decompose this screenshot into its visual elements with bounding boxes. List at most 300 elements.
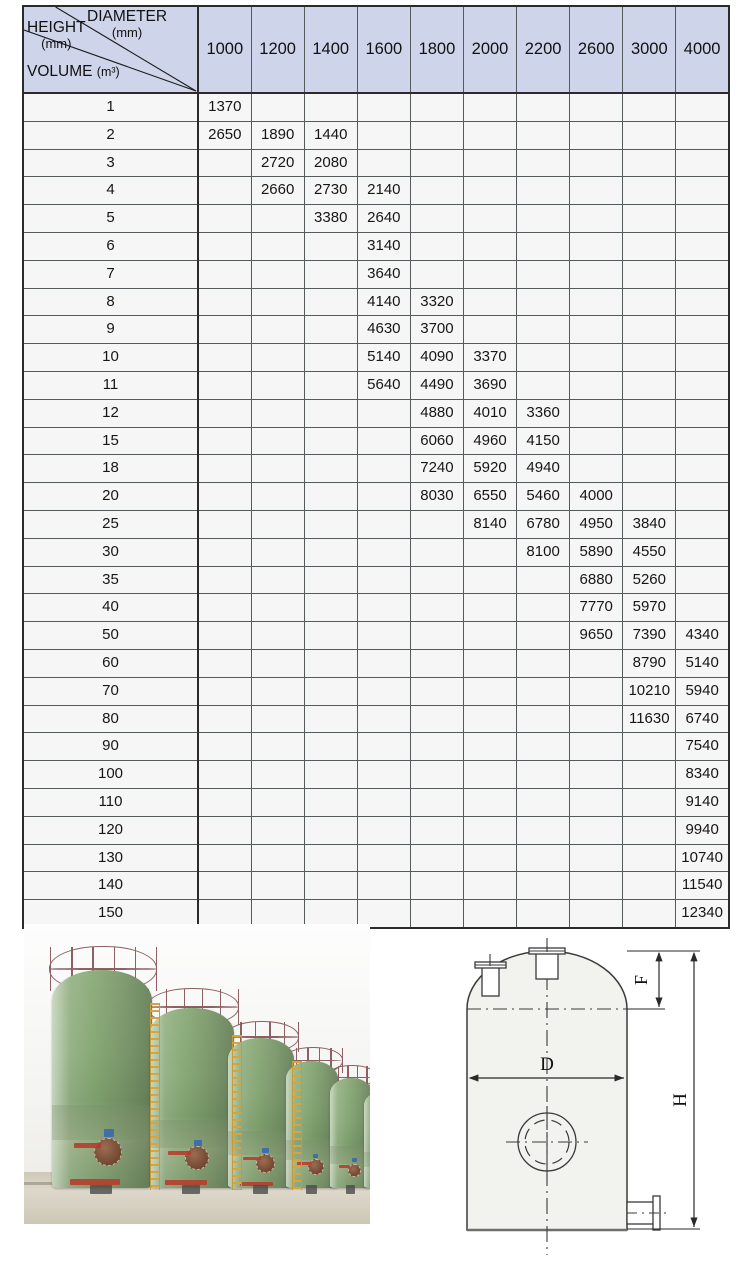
- height-cell: [357, 677, 410, 705]
- height-cell: [570, 288, 623, 316]
- height-cell: [517, 872, 570, 900]
- header-column-3000: 3000: [623, 6, 676, 93]
- height-cell: [410, 705, 463, 733]
- height-cell: [517, 177, 570, 205]
- height-cell: [410, 177, 463, 205]
- height-cell: 2640: [357, 205, 410, 233]
- height-cell: [517, 761, 570, 789]
- height-cell: [357, 761, 410, 789]
- tank-blue-placard: [194, 1140, 202, 1146]
- height-cell: [623, 288, 676, 316]
- height-cell: [623, 344, 676, 372]
- storage-tank: [52, 970, 152, 1188]
- table-row: [23, 483, 729, 511]
- height-cell: [304, 816, 357, 844]
- height-cell: [517, 316, 570, 344]
- height-cell: [410, 594, 463, 622]
- row-volume-label: 15: [23, 427, 198, 455]
- height-cell: [304, 705, 357, 733]
- header-column-2000: 2000: [463, 6, 516, 93]
- height-cell: 8790: [623, 649, 676, 677]
- tank-technical-drawing: [434, 920, 734, 1272]
- height-cell: 6740: [676, 705, 729, 733]
- height-cell: [410, 733, 463, 761]
- height-cell: [357, 149, 410, 177]
- height-cell: [357, 538, 410, 566]
- height-cell: [410, 93, 463, 121]
- height-cell: 4550: [623, 538, 676, 566]
- height-cell: [198, 538, 251, 566]
- height-cell: [251, 483, 304, 511]
- height-cell: 12340: [676, 900, 729, 928]
- height-cell: 4000: [570, 483, 623, 511]
- row-volume-label: 35: [23, 566, 198, 594]
- height-cell: 8100: [517, 538, 570, 566]
- height-cell: [304, 483, 357, 511]
- table-row: [23, 510, 729, 538]
- height-cell: [676, 93, 729, 121]
- height-cell: [357, 121, 410, 149]
- height-cell: [251, 649, 304, 677]
- height-cell: [410, 510, 463, 538]
- height-cell: 4340: [676, 622, 729, 650]
- height-cell: [357, 455, 410, 483]
- height-cell: [357, 566, 410, 594]
- height-cell: [198, 705, 251, 733]
- height-cell: [570, 788, 623, 816]
- height-cell: 2730: [304, 177, 357, 205]
- table-row: [23, 344, 729, 372]
- height-cell: [357, 788, 410, 816]
- height-cell: [570, 371, 623, 399]
- tank-blue-placard: [104, 1129, 114, 1137]
- height-cell: [198, 177, 251, 205]
- railing-post: [50, 947, 51, 991]
- table-body: [23, 93, 729, 928]
- height-cell: [410, 677, 463, 705]
- height-cell: 3380: [304, 205, 357, 233]
- tank-access-ladder: [292, 1061, 302, 1190]
- height-cell: 3690: [463, 371, 516, 399]
- height-cell: [517, 844, 570, 872]
- height-cell: [570, 232, 623, 260]
- media-row: [0, 912, 750, 1281]
- height-cell: [198, 566, 251, 594]
- row-volume-label: 12: [23, 399, 198, 427]
- height-cell: 11630: [623, 705, 676, 733]
- row-volume-label: 70: [23, 677, 198, 705]
- tank-specification-table: [22, 5, 730, 929]
- height-cell: [410, 538, 463, 566]
- height-cell: [251, 260, 304, 288]
- height-cell: 5920: [463, 455, 516, 483]
- height-cell: [251, 205, 304, 233]
- height-cell: [410, 205, 463, 233]
- height-cell: [198, 510, 251, 538]
- height-cell: [623, 93, 676, 121]
- height-cell: [570, 93, 623, 121]
- height-cell: [198, 455, 251, 483]
- tank-access-ladder: [150, 1003, 160, 1190]
- height-cell: [676, 427, 729, 455]
- tank-blue-placard: [262, 1148, 269, 1153]
- height-cell: [517, 622, 570, 650]
- height-cell: [570, 427, 623, 455]
- tank-color-band: [150, 1120, 234, 1149]
- table-row: [23, 371, 729, 399]
- height-cell: [676, 121, 729, 149]
- height-cell: [357, 483, 410, 511]
- dimension-height: [627, 951, 700, 1229]
- height-cell: [570, 816, 623, 844]
- height-cell: 4150: [517, 427, 570, 455]
- height-cell: [198, 399, 251, 427]
- height-cell: [570, 844, 623, 872]
- row-volume-label: 120: [23, 816, 198, 844]
- height-cell: 9940: [676, 816, 729, 844]
- height-cell: [410, 121, 463, 149]
- header-column-2600: 2600: [570, 6, 623, 93]
- table-row: [23, 149, 729, 177]
- row-volume-label: 8: [23, 288, 198, 316]
- height-cell: 11540: [676, 872, 729, 900]
- height-cell: [623, 177, 676, 205]
- height-cell: [357, 427, 410, 455]
- height-cell: [304, 677, 357, 705]
- height-cell: [198, 594, 251, 622]
- height-cell: [304, 538, 357, 566]
- height-cell: [463, 260, 516, 288]
- height-cell: [463, 538, 516, 566]
- height-cell: [410, 788, 463, 816]
- height-cell: [304, 594, 357, 622]
- height-cell: [517, 149, 570, 177]
- table-row: [23, 594, 729, 622]
- height-cell: 2140: [357, 177, 410, 205]
- height-cell: 5140: [676, 649, 729, 677]
- header-column-1600: 1600: [357, 6, 410, 93]
- height-cell: [304, 316, 357, 344]
- height-cell: [623, 121, 676, 149]
- height-cell: 4940: [517, 455, 570, 483]
- table-row: [23, 399, 729, 427]
- height-cell: [251, 816, 304, 844]
- dimension-height-label: H: [670, 1093, 691, 1107]
- height-cell: [463, 177, 516, 205]
- height-cell: [676, 288, 729, 316]
- tank-foundation-pad: [253, 1185, 268, 1194]
- height-cell: [251, 399, 304, 427]
- height-cell: [251, 93, 304, 121]
- height-cell: [517, 566, 570, 594]
- height-cell: [198, 427, 251, 455]
- row-volume-label: 11: [23, 371, 198, 399]
- row-volume-label: 30: [23, 538, 198, 566]
- height-cell: [304, 788, 357, 816]
- row-volume-label: 60: [23, 649, 198, 677]
- height-cell: [517, 677, 570, 705]
- height-cell: [463, 149, 516, 177]
- height-cell: [623, 316, 676, 344]
- row-volume-label: 130: [23, 844, 198, 872]
- height-cell: 6880: [570, 566, 623, 594]
- height-cell: [251, 344, 304, 372]
- height-cell: 6060: [410, 427, 463, 455]
- height-cell: [198, 788, 251, 816]
- row-volume-label: 4: [23, 177, 198, 205]
- height-cell: [463, 121, 516, 149]
- tank-red-marking: [168, 1151, 191, 1155]
- height-cell: [463, 733, 516, 761]
- height-cell: 6550: [463, 483, 516, 511]
- height-cell: 3360: [517, 399, 570, 427]
- height-cell: [304, 288, 357, 316]
- specification-table-container: [22, 5, 728, 929]
- height-cell: [517, 93, 570, 121]
- height-cell: [676, 538, 729, 566]
- storage-tank: [364, 1092, 370, 1188]
- height-cell: 7770: [570, 594, 623, 622]
- height-cell: [623, 427, 676, 455]
- height-cell: [570, 260, 623, 288]
- height-cell: [304, 371, 357, 399]
- railing-post: [238, 989, 239, 1025]
- height-cell: [570, 316, 623, 344]
- tank-blue-placard: [313, 1154, 318, 1158]
- height-cell: 9140: [676, 788, 729, 816]
- height-cell: [304, 232, 357, 260]
- table-header: [23, 6, 729, 93]
- table-row: [23, 427, 729, 455]
- height-cell: [251, 872, 304, 900]
- table-row: [23, 93, 729, 121]
- height-cell: 7540: [676, 733, 729, 761]
- height-cell: [357, 510, 410, 538]
- table-row: [23, 788, 729, 816]
- height-cell: [304, 733, 357, 761]
- height-cell: 1370: [198, 93, 251, 121]
- height-cell: 3700: [410, 316, 463, 344]
- height-cell: 8030: [410, 483, 463, 511]
- height-cell: [570, 705, 623, 733]
- storage-tank: [150, 1008, 234, 1188]
- header-column-1200: 1200: [251, 6, 304, 93]
- row-volume-label: 100: [23, 761, 198, 789]
- height-cell: [570, 177, 623, 205]
- height-cell: [463, 872, 516, 900]
- height-cell: 4490: [410, 371, 463, 399]
- table-row: [23, 844, 729, 872]
- height-cell: [570, 872, 623, 900]
- height-cell: [517, 288, 570, 316]
- header-column-1400: 1400: [304, 6, 357, 93]
- row-volume-label: 20: [23, 483, 198, 511]
- height-cell: [304, 649, 357, 677]
- height-cell: [463, 677, 516, 705]
- height-cell: 3140: [357, 232, 410, 260]
- height-cell: 3370: [463, 344, 516, 372]
- height-cell: [676, 594, 729, 622]
- height-cell: [623, 149, 676, 177]
- height-cell: [517, 816, 570, 844]
- height-cell: [357, 399, 410, 427]
- row-volume-label: 50: [23, 622, 198, 650]
- dimension-dome-height: [627, 953, 665, 1009]
- height-cell: [570, 149, 623, 177]
- height-cell: [463, 288, 516, 316]
- height-cell: [304, 427, 357, 455]
- corner-diagonal-split: [24, 7, 197, 92]
- height-cell: [676, 260, 729, 288]
- height-cell: 5260: [623, 566, 676, 594]
- height-cell: 4950: [570, 510, 623, 538]
- height-cell: [198, 844, 251, 872]
- table-row: [23, 538, 729, 566]
- dimension-diameter-label: D: [540, 1054, 554, 1075]
- height-cell: [251, 705, 304, 733]
- tank-foundation-pad: [346, 1185, 355, 1194]
- tank-foundation-pad: [306, 1185, 317, 1194]
- dimension-dome-label: F: [631, 974, 651, 986]
- row-volume-label: 140: [23, 872, 198, 900]
- height-cell: [198, 260, 251, 288]
- height-cell: [517, 344, 570, 372]
- row-volume-label: 5: [23, 205, 198, 233]
- height-cell: [463, 705, 516, 733]
- height-cell: [251, 232, 304, 260]
- header-column-2200: 2200: [517, 6, 570, 93]
- height-cell: [304, 872, 357, 900]
- height-cell: 6780: [517, 510, 570, 538]
- height-cell: [198, 288, 251, 316]
- height-cell: [623, 483, 676, 511]
- height-cell: [676, 510, 729, 538]
- height-cell: [410, 844, 463, 872]
- height-cell: [410, 761, 463, 789]
- height-cell: [357, 93, 410, 121]
- row-volume-label: 110: [23, 788, 198, 816]
- height-cell: [251, 622, 304, 650]
- height-cell: 8340: [676, 761, 729, 789]
- table-row: [23, 816, 729, 844]
- height-cell: [198, 149, 251, 177]
- height-cell: [463, 816, 516, 844]
- height-cell: [517, 205, 570, 233]
- height-cell: [517, 371, 570, 399]
- height-cell: [304, 761, 357, 789]
- height-cell: [676, 177, 729, 205]
- tank-farm-photograph: [24, 924, 370, 1224]
- height-cell: [198, 371, 251, 399]
- row-volume-label: 18: [23, 455, 198, 483]
- header-height-label: HEIGHT (mm): [27, 19, 86, 52]
- height-cell: [623, 761, 676, 789]
- table-row: [23, 121, 729, 149]
- height-cell: 8140: [463, 510, 516, 538]
- tank-color-band: [364, 1152, 370, 1167]
- height-cell: [304, 622, 357, 650]
- tank-blue-placard: [352, 1158, 357, 1162]
- height-cell: [251, 566, 304, 594]
- height-cell: 3320: [410, 288, 463, 316]
- height-cell: [198, 344, 251, 372]
- height-cell: [623, 788, 676, 816]
- height-cell: [623, 733, 676, 761]
- height-cell: [198, 816, 251, 844]
- row-volume-label: 3: [23, 149, 198, 177]
- table-row: [23, 677, 729, 705]
- header-column-1800: 1800: [410, 6, 463, 93]
- height-cell: [676, 371, 729, 399]
- height-cell: 4630: [357, 316, 410, 344]
- table-row: [23, 622, 729, 650]
- height-cell: [251, 510, 304, 538]
- row-volume-label: 9: [23, 316, 198, 344]
- height-cell: [198, 872, 251, 900]
- tank-red-marking: [74, 1143, 101, 1148]
- table-row: [23, 761, 729, 789]
- height-cell: [251, 427, 304, 455]
- height-cell: 5890: [570, 538, 623, 566]
- height-cell: 2080: [304, 149, 357, 177]
- height-cell: [676, 399, 729, 427]
- height-cell: [570, 344, 623, 372]
- height-cell: [623, 399, 676, 427]
- header-corner-cell: [23, 6, 198, 93]
- height-cell: [623, 844, 676, 872]
- height-cell: [410, 649, 463, 677]
- height-cell: [251, 371, 304, 399]
- row-volume-label: 150: [23, 900, 198, 928]
- height-cell: [676, 566, 729, 594]
- height-cell: [676, 205, 729, 233]
- height-cell: 5970: [623, 594, 676, 622]
- height-cell: [410, 622, 463, 650]
- table-row: [23, 205, 729, 233]
- height-cell: [463, 316, 516, 344]
- height-cell: 2720: [251, 149, 304, 177]
- height-cell: [623, 205, 676, 233]
- height-cell: [410, 232, 463, 260]
- height-cell: [570, 205, 623, 233]
- height-cell: [463, 761, 516, 789]
- height-cell: [517, 232, 570, 260]
- height-cell: 10210: [623, 677, 676, 705]
- height-cell: 5140: [357, 344, 410, 372]
- height-cell: [517, 705, 570, 733]
- height-cell: [357, 872, 410, 900]
- height-cell: [357, 733, 410, 761]
- row-volume-label: 2: [23, 121, 198, 149]
- height-cell: 4010: [463, 399, 516, 427]
- height-cell: 4140: [357, 288, 410, 316]
- table-row: [23, 288, 729, 316]
- height-cell: [304, 399, 357, 427]
- header-volume-label: VOLUME (m³): [27, 63, 120, 80]
- height-cell: [304, 93, 357, 121]
- row-volume-label: 1: [23, 93, 198, 121]
- tank-outline-diagram: [434, 920, 734, 1272]
- height-cell: [198, 205, 251, 233]
- height-cell: 4960: [463, 427, 516, 455]
- height-cell: [304, 566, 357, 594]
- height-cell: [410, 566, 463, 594]
- height-cell: 2650: [198, 121, 251, 149]
- height-cell: [251, 538, 304, 566]
- height-cell: [304, 844, 357, 872]
- height-cell: 5640: [357, 371, 410, 399]
- table-row: [23, 872, 729, 900]
